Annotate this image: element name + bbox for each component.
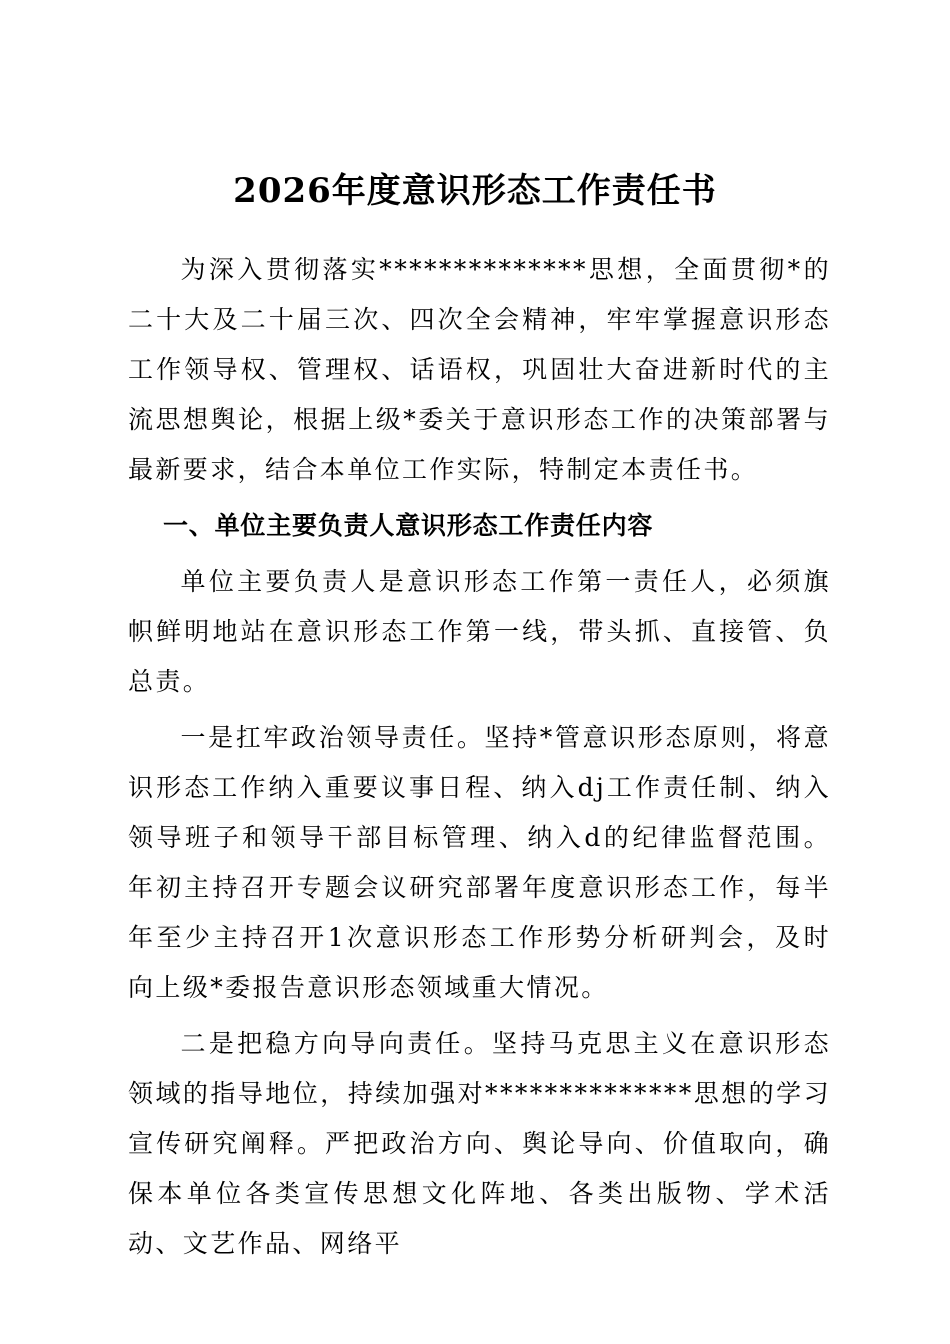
document-title: 2026年度意识形态工作责任书 [233,171,717,211]
section-heading-1: 一、单位主要负责人意识形态工作责任内容 [163,511,654,540]
paragraph-direction-guidance: 二是把稳方向导向责任。坚持马克思主义在意识形态领域的指导地位，持续加强对**************思想的学习宣传研究阐释。严把政治方向、舆论导向、价值取向，确保本单位各类宣传思想文化阵地、各类出版物、学术活动、文艺作品、网络平 [128,1029,831,1258]
paragraph-first-responsible: 单位主要负责人是意识形态工作第一责任人，必须旗帜鲜明地站在意识形态工作第一线，带头抓、直接管、负总责。 [128,567,831,696]
paragraph-preamble: 为深入贯彻落实**************思想，全面贯彻*的二十大及二十届三次、四次全会精神，牢牢掌握意识形态工作领导权、管理权、话语权，巩固壮大奋进新时代的主流思想舆论，根据上级*委关于意识形态工作的决策部署与最新要求，结合本单位工作实际，特制定本责任书。 [128,255,831,484]
document-body [128,245,831,1275]
paragraph-political-leadership: 一是扛牢政治领导责任。坚持*管意识形态原则，将意识形态工作纳入重要议事日程、纳入dj工作责任制、纳入领导班子和领导干部目标管理、纳入d的纪律监督范围。年初主持召开专题会议研究部署年度意识形态工作，每半年至少主持召开1次意识形态工作形势分析研判会，及时向上级*委报告意识形态领域重大情况。 [128,723,831,1002]
